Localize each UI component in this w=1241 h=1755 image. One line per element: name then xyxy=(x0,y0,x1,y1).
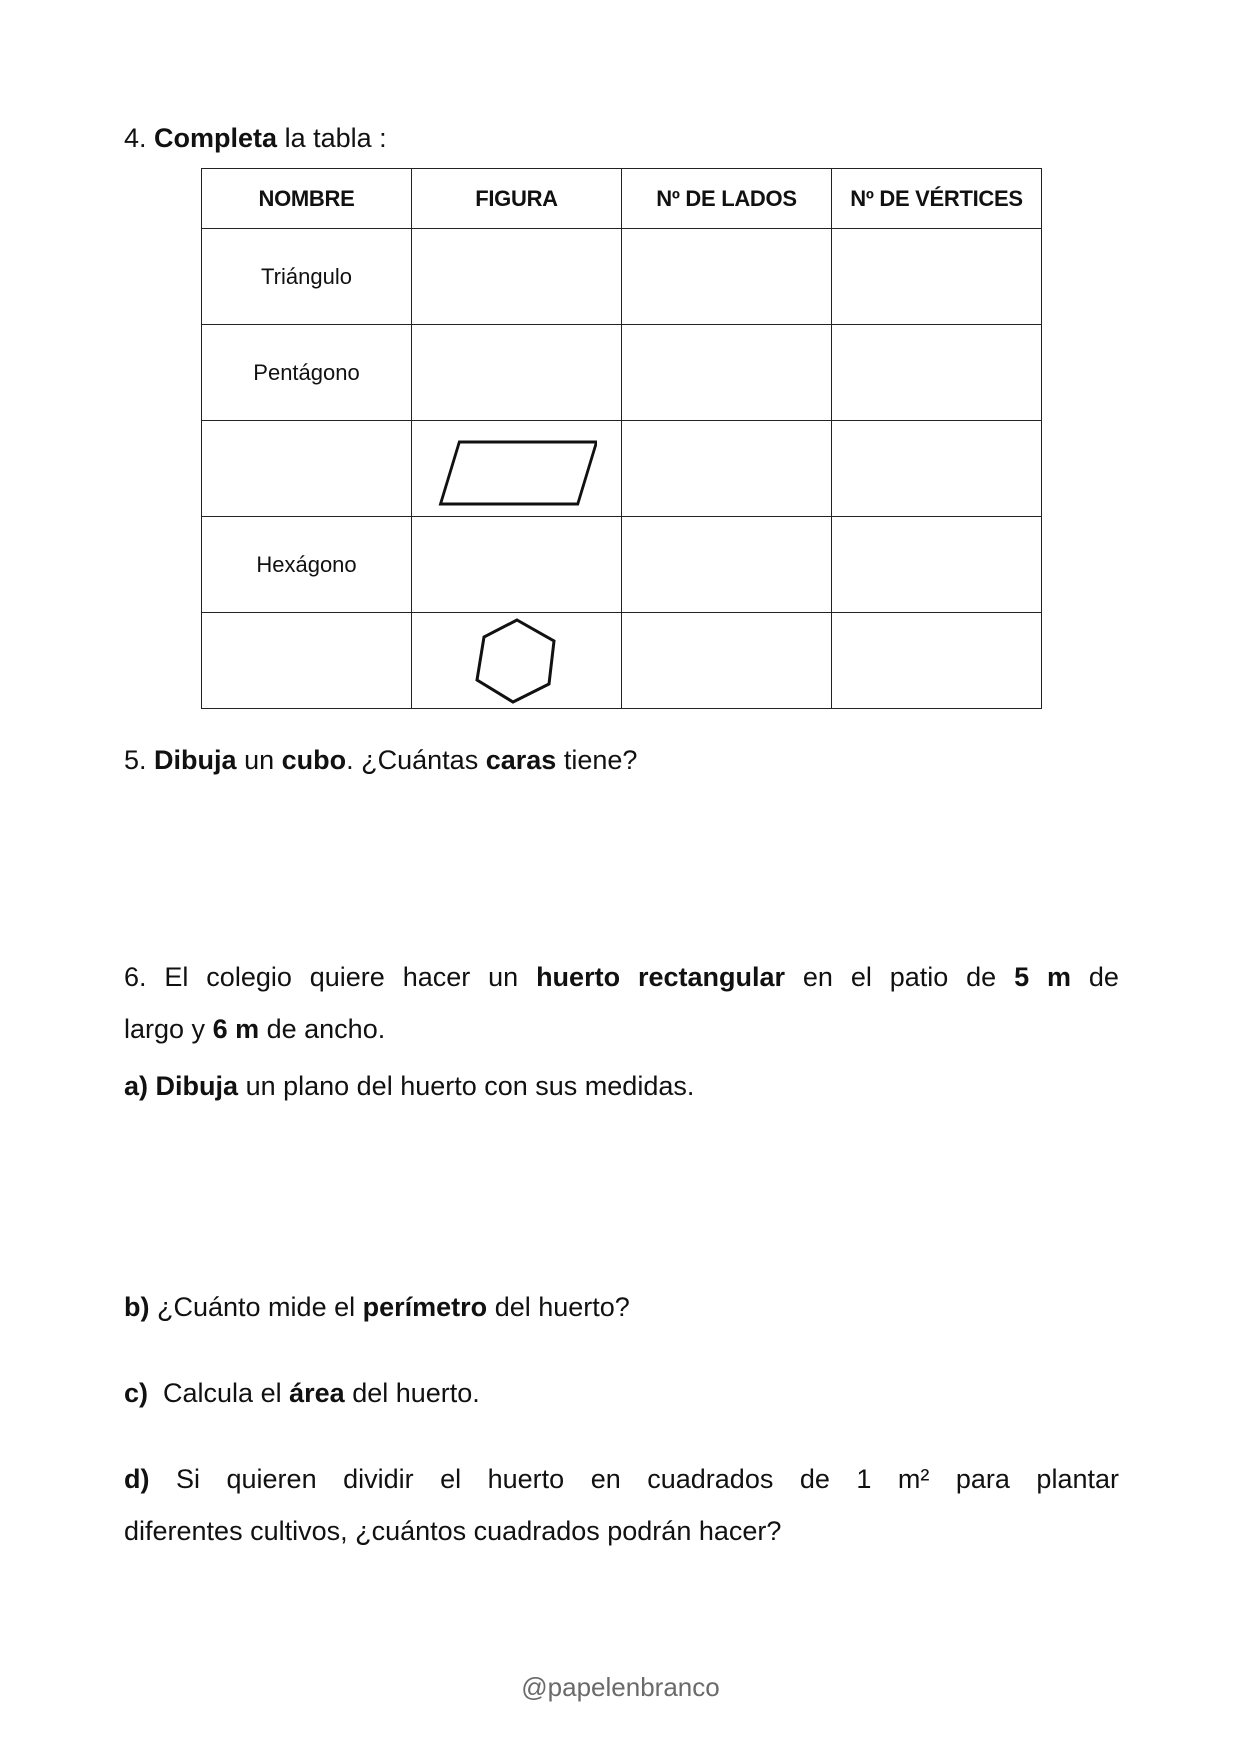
cell-figura[interactable] xyxy=(412,325,622,421)
question-text: . ¿Cuántas xyxy=(346,745,479,775)
cell-nombre: Triángulo xyxy=(202,229,412,325)
cell-nombre[interactable] xyxy=(202,613,412,709)
question-text: largo y xyxy=(124,1014,206,1044)
cell-figura xyxy=(412,421,622,517)
shapes-table xyxy=(201,168,1042,709)
cell-vertices[interactable] xyxy=(832,421,1042,517)
keyword-caras: caras xyxy=(485,745,557,775)
cell-vertices[interactable] xyxy=(832,325,1042,421)
keyword-dibuja: Dibuja xyxy=(154,745,237,775)
question-number: 4. xyxy=(124,123,147,153)
subquestion-label: c) xyxy=(124,1378,149,1408)
question-number: 5. xyxy=(124,745,147,775)
cell-nombre: Hexágono xyxy=(202,517,412,613)
header-vertices: Nº DE VÉRTICES xyxy=(832,169,1042,229)
keyword-area: área xyxy=(289,1378,345,1408)
question-6d-line-1 xyxy=(124,1462,1119,1496)
question-text: del huerto. xyxy=(352,1378,480,1408)
cell-vertices[interactable] xyxy=(832,613,1042,709)
keyword-dibuja: Dibuja xyxy=(155,1071,239,1101)
question-text: del huerto? xyxy=(494,1292,630,1322)
table-row xyxy=(202,517,1042,613)
cell-figura xyxy=(412,613,622,709)
header-nombre: NOMBRE xyxy=(202,169,412,229)
question-text: de ancho. xyxy=(266,1014,386,1044)
question-6-line-1 xyxy=(124,960,1119,994)
table-row xyxy=(202,229,1042,325)
question-6c xyxy=(124,1376,480,1410)
question-text: Calcula el xyxy=(163,1378,282,1408)
table-row xyxy=(202,421,1042,517)
table-header-row xyxy=(202,169,1042,229)
question-6a xyxy=(124,1069,694,1103)
cell-nombre: Pentágono xyxy=(202,325,412,421)
cell-lados[interactable] xyxy=(622,325,832,421)
answer-space-cube[interactable] xyxy=(124,800,1119,950)
question-text: tiene? xyxy=(563,745,638,775)
question-keyword: Completa xyxy=(154,123,278,153)
cell-lados[interactable] xyxy=(622,613,832,709)
cell-figura[interactable] xyxy=(412,517,622,613)
question-text: un plano del huerto con sus medidas. xyxy=(245,1071,695,1101)
cell-lados[interactable] xyxy=(622,229,832,325)
cell-lados[interactable] xyxy=(622,517,832,613)
table-row xyxy=(202,325,1042,421)
keyword-6m: 6 m xyxy=(212,1014,260,1044)
cell-figura[interactable] xyxy=(412,229,622,325)
cell-lados[interactable] xyxy=(622,421,832,517)
question-5 xyxy=(124,743,637,777)
question-text: de xyxy=(1088,962,1119,992)
cell-vertices[interactable] xyxy=(832,517,1042,613)
header-figura: FIGURA xyxy=(412,169,622,229)
keyword-perimetro: perímetro xyxy=(362,1292,488,1322)
footer-handle: @papelenbranco xyxy=(521,1672,720,1702)
keyword-huerto-rectangular: huerto rectangular xyxy=(536,962,785,992)
parallelogram-icon xyxy=(437,429,597,509)
question-4-title xyxy=(124,121,387,155)
question-6-line-2 xyxy=(124,1012,385,1046)
subquestion-label: d) xyxy=(124,1464,150,1494)
question-text: en el patio de xyxy=(802,962,997,992)
question-6d-line-2 xyxy=(124,1514,781,1548)
question-text: Si quieren dividir el huerto en cuadrados de 1 m² para plantar xyxy=(176,1464,1119,1494)
keyword-cubo: cubo xyxy=(281,745,347,775)
question-text: diferentes cultivos, ¿cuántos cuadrados podrán hacer? xyxy=(124,1516,782,1546)
answer-space-plan[interactable] xyxy=(124,1115,1119,1275)
subquestion-label: a) xyxy=(124,1071,149,1101)
question-text: un xyxy=(244,745,275,775)
header-lados: Nº DE LADOS xyxy=(622,169,832,229)
hexagon-icon xyxy=(472,616,562,706)
question-6b xyxy=(124,1290,630,1324)
subquestion-label: b) xyxy=(124,1292,150,1322)
keyword-5m: 5 m xyxy=(1014,962,1072,992)
question-text: ¿Cuánto mide el xyxy=(157,1292,356,1322)
cell-vertices[interactable] xyxy=(832,229,1042,325)
cell-nombre[interactable] xyxy=(202,421,412,517)
table-row xyxy=(202,613,1042,709)
question-text: 6. El colegio quiere hacer un xyxy=(124,962,519,992)
question-text: la tabla : xyxy=(284,123,387,153)
